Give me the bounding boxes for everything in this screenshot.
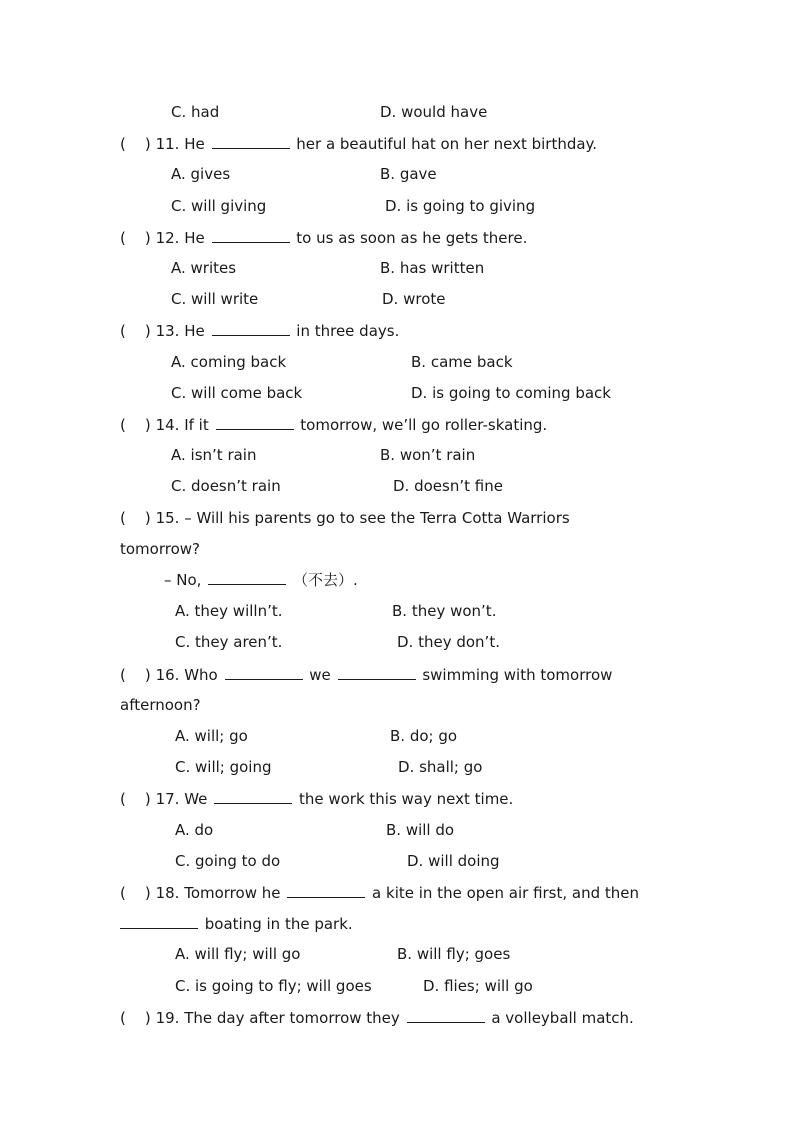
stem-text: If it — [184, 416, 209, 434]
q17-option-a: A. do — [175, 821, 214, 839]
stem-text: He — [184, 135, 205, 153]
q15-option-a: A. they willn’t. — [175, 602, 283, 620]
answer-blank[interactable] — [338, 664, 416, 680]
q18-option-c: C. is going to fly; will goes — [175, 977, 372, 995]
answer-blank[interactable] — [214, 788, 292, 804]
stem-text: – Will his parents go to see the Terra Cotta Warriors — [184, 509, 570, 527]
q11-option-d: D. is going to giving — [385, 197, 536, 215]
q18-stem-line2 — [120, 913, 353, 934]
question-number: 13. — [155, 322, 180, 340]
q13-option-c: C. will come back — [171, 384, 303, 402]
q14-stem — [120, 414, 547, 435]
stem-text: we — [309, 666, 331, 684]
answer-blank[interactable] — [120, 913, 198, 929]
stem-text: the work this way next time. — [298, 790, 514, 808]
q14-option-a: A. isn’t rain — [171, 446, 257, 464]
stem-text: tomorrow, we’ll go roller-skating. — [300, 416, 548, 434]
q11-stem — [120, 133, 597, 154]
q12-option-c: C. will write — [171, 290, 259, 308]
question-number: 11. — [155, 135, 180, 153]
q14-option-d: D. doesn’t fine — [393, 477, 503, 495]
q10-option-c: C. had — [171, 103, 220, 121]
question-number: 14. — [155, 416, 180, 434]
question-number: 15. — [155, 509, 180, 527]
stem-text: her a beautiful hat on her next birthday. — [296, 135, 598, 153]
q18-stem — [120, 882, 639, 903]
reply-text: – No, — [164, 571, 202, 589]
q13-option-b: B. came back — [411, 353, 513, 371]
q10-option-d: D. would have — [380, 103, 488, 121]
answer-paren[interactable]: ( ) — [120, 790, 151, 808]
answer-paren[interactable]: ( ) — [120, 229, 151, 247]
answer-blank[interactable] — [287, 882, 365, 898]
answer-blank[interactable] — [208, 569, 286, 585]
answer-paren[interactable]: ( ) — [120, 509, 151, 527]
q12-option-b: B. has written — [380, 259, 485, 277]
q14-option-c: C. doesn’t rain — [171, 477, 281, 495]
answer-blank[interactable] — [407, 1007, 485, 1023]
stem-text: boating in the park. — [204, 915, 353, 933]
stem-text: The day after tomorrow they — [184, 1009, 400, 1027]
reply-hint: （不去）. — [293, 571, 358, 589]
q11-option-b: B. gave — [380, 165, 437, 183]
q17-stem — [120, 788, 513, 809]
q15-stem — [120, 508, 570, 528]
question-number: 19. — [155, 1009, 180, 1027]
q19-stem — [120, 1007, 634, 1028]
stem-text: swimming with tomorrow — [422, 666, 613, 684]
answer-blank[interactable] — [212, 320, 290, 336]
q16-option-b: B. do; go — [390, 727, 458, 745]
stem-text: Tomorrow he — [184, 884, 281, 902]
q16-stem — [120, 664, 612, 685]
answer-paren[interactable]: ( ) — [120, 135, 151, 153]
answer-blank[interactable] — [212, 227, 290, 243]
q13-option-a: A. coming back — [171, 353, 287, 371]
q15-reply — [164, 569, 358, 590]
q15-option-d: D. they don’t. — [397, 633, 500, 651]
answer-blank[interactable] — [212, 133, 290, 149]
q12-stem — [120, 227, 527, 248]
stem-text: He — [184, 322, 205, 340]
answer-blank[interactable] — [216, 414, 294, 430]
answer-paren[interactable]: ( ) — [120, 884, 151, 902]
q17-option-c: C. going to do — [175, 852, 281, 870]
q16-option-d: D. shall; go — [398, 758, 483, 776]
q14-option-b: B. won’t rain — [380, 446, 476, 464]
question-number: 16. — [155, 666, 180, 684]
q12-option-a: A. writes — [171, 259, 237, 277]
question-number: 18. — [155, 884, 180, 902]
q16-stem-line2: afternoon? — [120, 696, 201, 714]
answer-blank[interactable] — [225, 664, 303, 680]
question-number: 17. — [155, 790, 180, 808]
answer-paren[interactable]: ( ) — [120, 1009, 151, 1027]
stem-text: Who — [184, 666, 218, 684]
q12-option-d: D. wrote — [382, 290, 446, 308]
q16-option-c: C. will; going — [175, 758, 272, 776]
q11-option-a: A. gives — [171, 165, 231, 183]
stem-text: a kite in the open air first, and then — [372, 884, 640, 902]
answer-paren[interactable]: ( ) — [120, 322, 151, 340]
q13-option-d: D. is going to coming back — [411, 384, 611, 402]
q17-option-b: B. will do — [386, 821, 455, 839]
q18-option-b: B. will fly; goes — [397, 945, 511, 963]
q15-option-c: C. they aren’t. — [175, 633, 283, 651]
stem-text: a volleyball match. — [491, 1009, 634, 1027]
stem-text: in three days. — [296, 322, 400, 340]
answer-paren[interactable]: ( ) — [120, 416, 151, 434]
answer-paren[interactable]: ( ) — [120, 666, 151, 684]
q18-option-a: A. will fly; will go — [175, 945, 301, 963]
q11-option-c: C. will giving — [171, 197, 267, 215]
question-number: 12. — [155, 229, 180, 247]
stem-text: to us as soon as he gets there. — [296, 229, 528, 247]
q15-stem-line2: tomorrow? — [120, 540, 200, 558]
stem-text: We — [184, 790, 208, 808]
q15-option-b: B. they won’t. — [392, 602, 497, 620]
q13-stem — [120, 320, 399, 341]
q18-option-d: D. flies; will go — [423, 977, 533, 995]
q17-option-d: D. will doing — [407, 852, 500, 870]
stem-text: He — [184, 229, 205, 247]
q16-option-a: A. will; go — [175, 727, 248, 745]
